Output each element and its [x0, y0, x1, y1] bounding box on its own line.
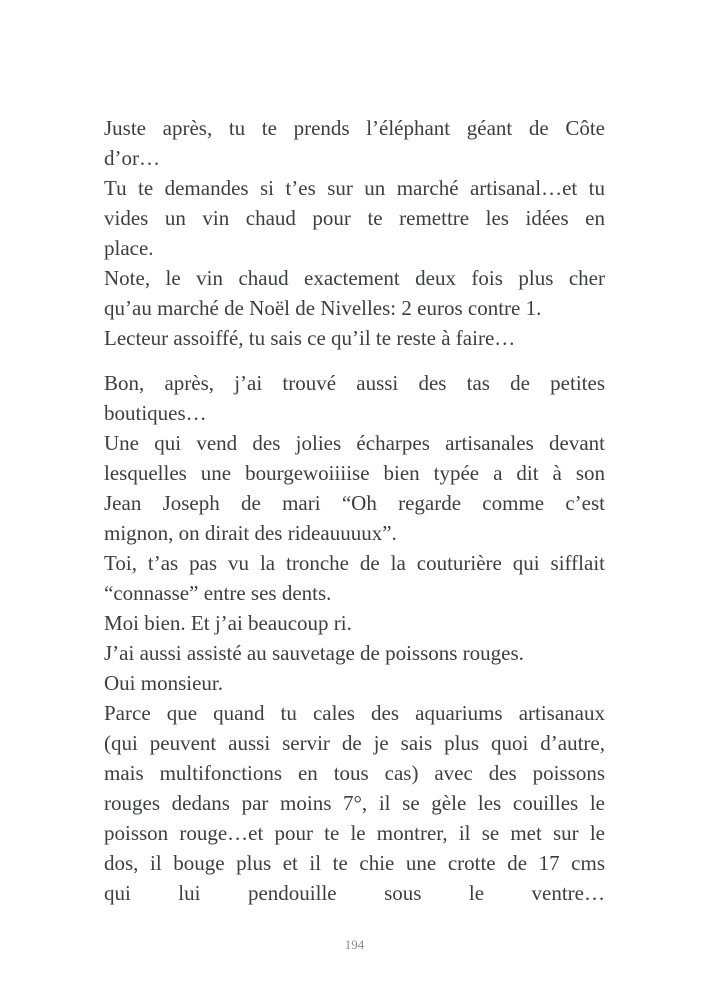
text-line: “connasse” entre ses dents. [104, 581, 332, 605]
text-line: poisson rouge…et pour te le montrer, il se met sur le [104, 821, 605, 845]
text-line: vides un vin chaud pour te remettre les idées en [104, 206, 605, 230]
text-line: rouges dedans par moins 7°, il se gèle les couilles le [104, 791, 605, 815]
page-text [104, 113, 605, 908]
paragraph [104, 113, 605, 353]
text-line: Oui monsieur. [104, 671, 223, 695]
text-line: d’or… [104, 146, 160, 170]
text-line: place. [104, 236, 154, 260]
page-number: 194 [344, 937, 365, 952]
text-line: Parce que quand tu cales des aquariums artisanaux [104, 701, 605, 725]
text-line: Jean Joseph de mari “Oh regarde comme c’est [104, 491, 605, 515]
text-line: Juste après, tu te prends l’éléphant géant de Côte [104, 116, 605, 140]
text-line: Tu te demandes si t’es sur un marché artisanal…et tu [104, 176, 605, 200]
text-line: boutiques… [104, 401, 207, 425]
text-line: Toi, t’as pas vu la tronche de la couturière qui sifflait [104, 551, 605, 575]
text-line: Bon, après, j’ai trouvé aussi des tas de petites [104, 371, 605, 395]
paragraph [104, 368, 605, 908]
text-line: qui lui pendouille sous le ventre… [104, 881, 605, 905]
text-line: mignon, on dirait des rideauuuux”. [104, 521, 397, 545]
text-line: dos, il bouge plus et il te chie une crotte de 17 cms [104, 851, 605, 875]
text-line: Lecteur assoiffé, tu sais ce qu’il te reste à faire… [104, 326, 516, 350]
text-line: J’ai aussi assisté au sauvetage de poissons rouges. [104, 641, 524, 665]
text-line: Une qui vend des jolies écharpes artisanales devant [104, 431, 605, 455]
text-line: Note, le vin chaud exactement deux fois plus cher [104, 266, 605, 290]
text-line: lesquelles une bourgewoiiiise bien typée a dit à son [104, 461, 605, 485]
text-line: mais multifonctions en tous cas) avec des poissons [104, 761, 605, 785]
text-line: (qui peuvent aussi servir de je sais plus quoi d’autre, [104, 731, 605, 755]
text-line: qu’au marché de Noël de Nivelles: 2 euros contre 1. [104, 296, 542, 320]
text-line: Moi bien. Et j’ai beaucoup ri. [104, 611, 352, 635]
